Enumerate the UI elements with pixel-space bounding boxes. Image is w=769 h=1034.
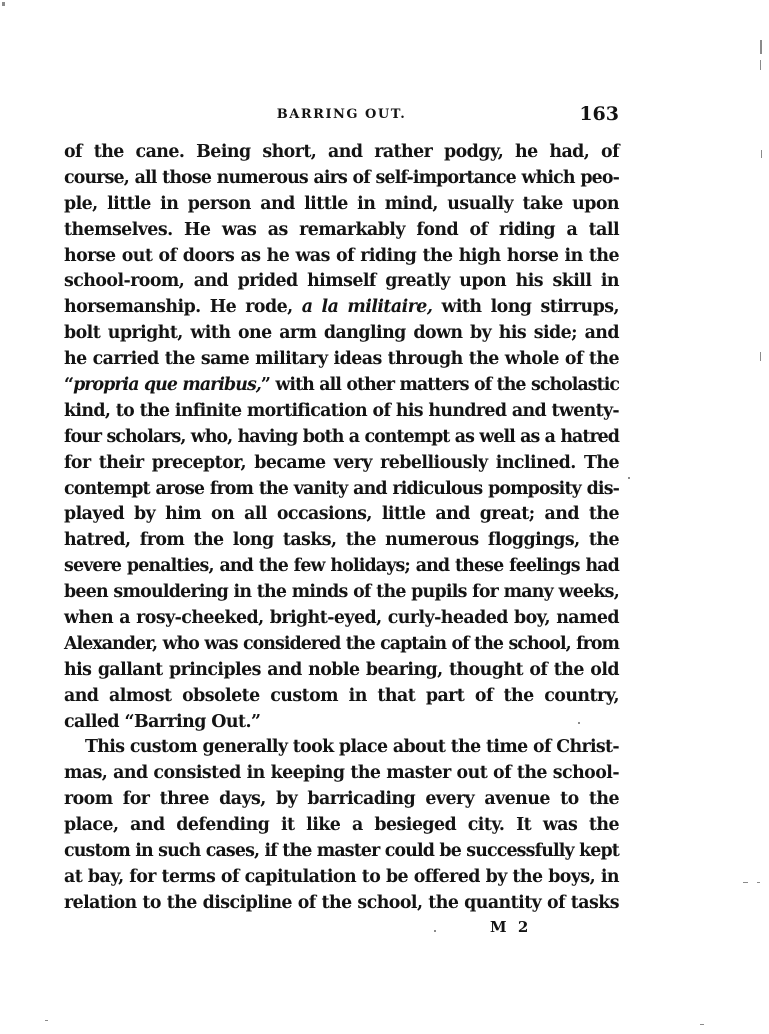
scan-speck [434, 930, 436, 932]
italic-phrase: a la militaire, [301, 297, 433, 318]
text-line: he carried the same military ideas through the whole of the [64, 349, 619, 370]
text-line: for their preceptor, became very rebelliously inclined. The [64, 452, 619, 473]
text-line: contempt arose from the vanity and ridiculous pomposity dis- [64, 478, 619, 499]
text-line: four scholars, who, having both a contempt as well as a hatred [64, 426, 619, 447]
paragraph-last-line: called “Barring Out.” [64, 711, 261, 732]
scan-speck [628, 477, 630, 479]
body-text [64, 140, 619, 917]
scan-speck [700, 1024, 704, 1025]
text-run: ” with all other matters of the scholastic [260, 375, 619, 396]
text-line: his gallant principles and noble bearing, thought of the old [64, 659, 619, 680]
text-line: played by him on all occasions, little and great; and the [64, 504, 619, 525]
text-line: when a rosy-cheeked, bright-eyed, curly-headed boy, named [64, 608, 619, 629]
scan-speck [760, 60, 761, 70]
text-line-with-italic [64, 295, 619, 321]
text-line: relation to the discipline of the school, the quantity of tasks [64, 892, 619, 913]
text-line: place, and defending it like a besieged city. It was the [64, 815, 619, 836]
italic-phrase: propria que maribus, [73, 375, 261, 396]
scan-speck [2, 2, 5, 6]
text-line: and almost obsolete custom in that part of the country, [64, 685, 619, 706]
text-run: “ [64, 375, 74, 396]
scan-speck [761, 150, 762, 158]
text-line: been smouldering in the minds of the pupils for many weeks, [64, 582, 619, 603]
text-line: mas, and consisted in keeping the master out of the school- [64, 763, 619, 784]
text-line: kind, to the infinite mortification of his hundred and twenty- [64, 400, 619, 421]
text-line: hatred, from the long tasks, the numerous floggings, the [64, 530, 619, 551]
text-line: course, all those numerous airs of self-importance which peo- [64, 167, 619, 188]
running-title: BARRING OUT. [276, 107, 407, 122]
scan-speck [45, 1020, 48, 1021]
text-line-with-italic [64, 373, 619, 399]
text-line: at bay, for terms of capitulation to be offered by the boys, in [64, 866, 619, 887]
text-run: with long stirrups, [432, 297, 619, 318]
scan-speck [757, 882, 760, 883]
page-number: 163 [579, 103, 619, 125]
scan-speck [578, 722, 580, 724]
paragraph-first-line: This custom generally took place about the time of Christ- [85, 737, 619, 758]
text-line: bolt upright, with one arm dangling down by his side; and [64, 323, 619, 344]
text-line: of the cane. Being short, and rather podgy, he had, of [64, 142, 619, 162]
text-line: school-room, and prided himself greatly upon his skill in [64, 271, 619, 292]
text-line: room for three days, by barricading every avenue to the [64, 789, 619, 810]
text-line: custom in such cases, if the master could be successfully kept [64, 841, 619, 862]
text-line: ple, little in person and little in mind, usually take upon [64, 193, 619, 214]
text-line: severe penalties, and the few holidays; and these feelings had [64, 556, 619, 577]
scan-speck [743, 882, 748, 883]
signature-mark: M 2 [490, 918, 532, 936]
scan-speck [760, 40, 762, 54]
text-line: themselves. He was as remarkably fond of riding a tall [64, 219, 619, 240]
text-line: Alexander, who was considered the captain of the school, from [64, 633, 619, 654]
text-line: horse out of doors as he was of riding the high horse in the [64, 245, 619, 266]
running-head [64, 103, 619, 129]
scan-speck [760, 352, 761, 361]
text-run: horsemanship. He rode, [64, 297, 302, 318]
